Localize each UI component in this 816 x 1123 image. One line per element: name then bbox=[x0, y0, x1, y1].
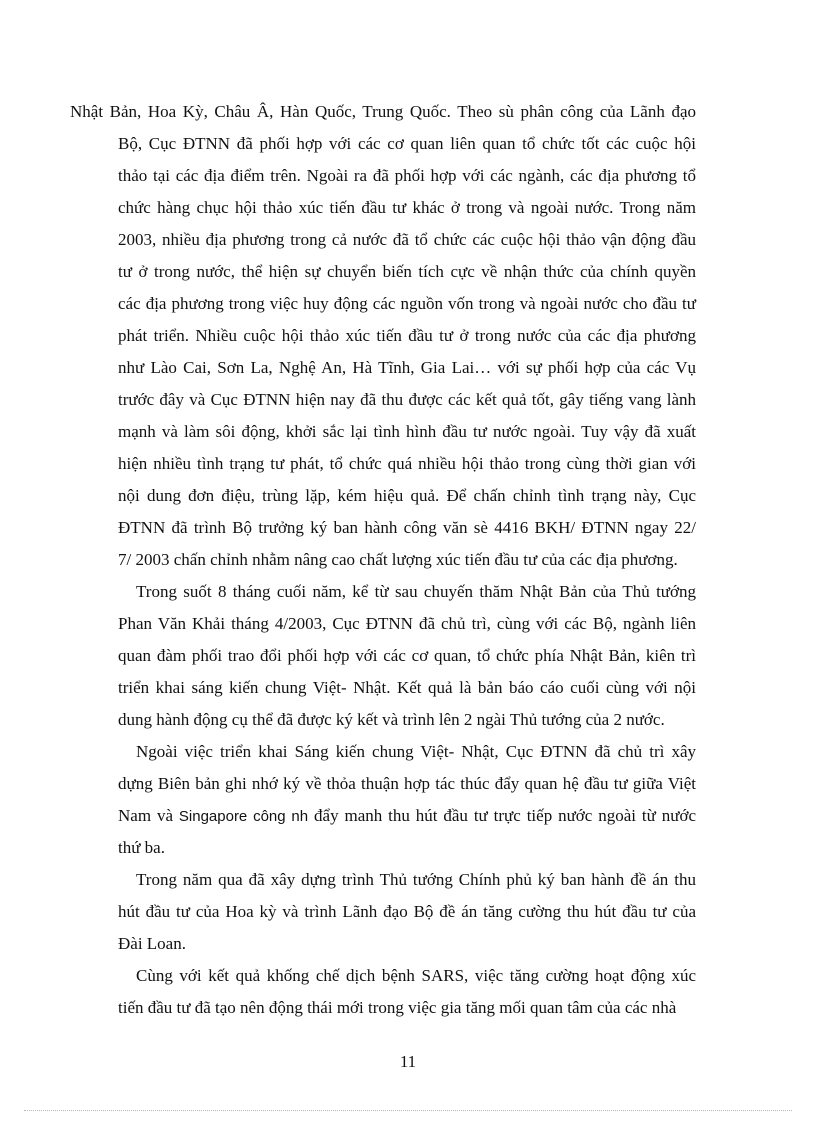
text-line: ĐTNN đã trình Bộ trưởng ký ban hành công văn sè 4416 BKH/ ĐTNN ngay 22/ bbox=[118, 518, 696, 537]
mixed-font-line bbox=[118, 805, 696, 828]
text-segment: đẩy manh thu hút đầu tư trực tiếp nước ngoài từ nước bbox=[308, 806, 696, 825]
text-line: hút đầu tư của Hoa kỳ và trình Lãnh đạo Bộ đề án tăng cường thu hút đầu tư của bbox=[118, 902, 696, 921]
page-number: 11 bbox=[399, 1052, 417, 1071]
text-line: Phan Văn Khải tháng 4/2003, Cục ĐTNN đã chủ trì, cùng với các Bộ, ngành liên bbox=[118, 614, 696, 633]
text-line: tiến đầu tư đã tạo nên động thái mới trong việc gia tăng mối quan tâm của các nhà bbox=[118, 998, 677, 1017]
text-line: nội dung đơn điệu, trùng lặp, kém hiệu quả. Để chấn chỉnh tình trạng này, Cục bbox=[118, 486, 696, 505]
text-line: Ngoài việc triển khai Sáng kiến chung Việt- Nhật, Cục ĐTNN đã chủ trì xây bbox=[136, 742, 696, 761]
text-line: các địa phương trong việc huy động các nguồn vốn trong và ngoài nước cho đầu tư bbox=[118, 294, 696, 313]
text-line: mạnh và làm sôi động, khởi sắc lại tình hình đầu tư nước ngoài. Tuy vậy đã xuất bbox=[118, 422, 696, 441]
text-line: dung hành động cụ thể đã được ký kết và trình lên 2 ngài Thủ tướng của 2 nước. bbox=[118, 710, 665, 729]
text-line: Nhật Bản, Hoa Kỳ, Châu Â, Hàn Quốc, Trung Quốc. Theo sù phân công của Lãnh đạo bbox=[70, 102, 696, 121]
text-segment: Nam và bbox=[118, 806, 179, 825]
footer-divider bbox=[24, 1110, 792, 1111]
text-line: dựng Biên bản ghi nhớ ký về thỏa thuận hợp tác thúc đẩy quan hệ đầu tư giữa Việt bbox=[118, 774, 696, 793]
text-segment-sans: Singapore công nh bbox=[178, 808, 309, 825]
text-line: Trong suốt 8 tháng cuối năm, kể từ sau chuyến thăm Nhật Bản của Thủ tướng bbox=[136, 582, 696, 601]
text-line: 2003, nhiều địa phương trong cả nước đã tổ chức các cuộc hội thảo vận động đầu bbox=[118, 230, 696, 249]
text-line: tư ở trong nước, thể hiện sự chuyển biến tích cực về nhận thức của chính quyền bbox=[118, 262, 696, 281]
text-line: Bộ, Cục ĐTNN đã phối hợp với các cơ quan liên quan tổ chức tốt các cuộc hội bbox=[118, 134, 696, 153]
text-line: 7/ 2003 chấn chỉnh nhằm nâng cao chất lượng xúc tiến đầu tư của các địa phương. bbox=[118, 550, 678, 569]
text-line: trước đây và Cục ĐTNN hiện nay đã thu được các kết quả tốt, gây tiếng vang lành bbox=[118, 390, 696, 409]
text-line: Đài Loan. bbox=[118, 934, 186, 953]
text-line: triển khai sáng kiến chung Việt- Nhật. Kết quả là bản báo cáo cuối cùng với nội bbox=[118, 678, 696, 697]
text-line: Cùng với kết quả khống chế dịch bệnh SARS, việc tăng cường hoạt động xúc bbox=[136, 966, 696, 985]
text-line: như Lào Cai, Sơn La, Nghệ An, Hà Tĩnh, Gia Lai… với sự phối hợp của các Vụ bbox=[118, 358, 696, 377]
text-line: chức hàng chục hội thảo xúc tiến đầu tư khác ở trong và ngoài nước. Trong năm bbox=[118, 198, 696, 217]
text-line: hiện nhiều tình trạng tư phát, tổ chức quá nhiều hội thảo trong cùng thời gian với bbox=[118, 454, 696, 473]
text-line: thứ ba. bbox=[118, 838, 165, 857]
text-line: thảo tại các địa điểm trên. Ngoài ra đã phối hợp với các ngành, các địa phương tổ bbox=[118, 166, 696, 185]
text-line: Trong năm qua đã xây dựng trình Thủ tướng Chính phủ ký ban hành đề án thu bbox=[136, 870, 696, 889]
text-line: phát triển. Nhiều cuộc hội thảo xúc tiến đầu tư ở trong nước của các địa phương bbox=[118, 326, 696, 345]
text-line: quan đàm phối trao đổi phối hợp với các cơ quan, tổ chức phía Nhật Bản, kiên trì bbox=[118, 646, 696, 665]
